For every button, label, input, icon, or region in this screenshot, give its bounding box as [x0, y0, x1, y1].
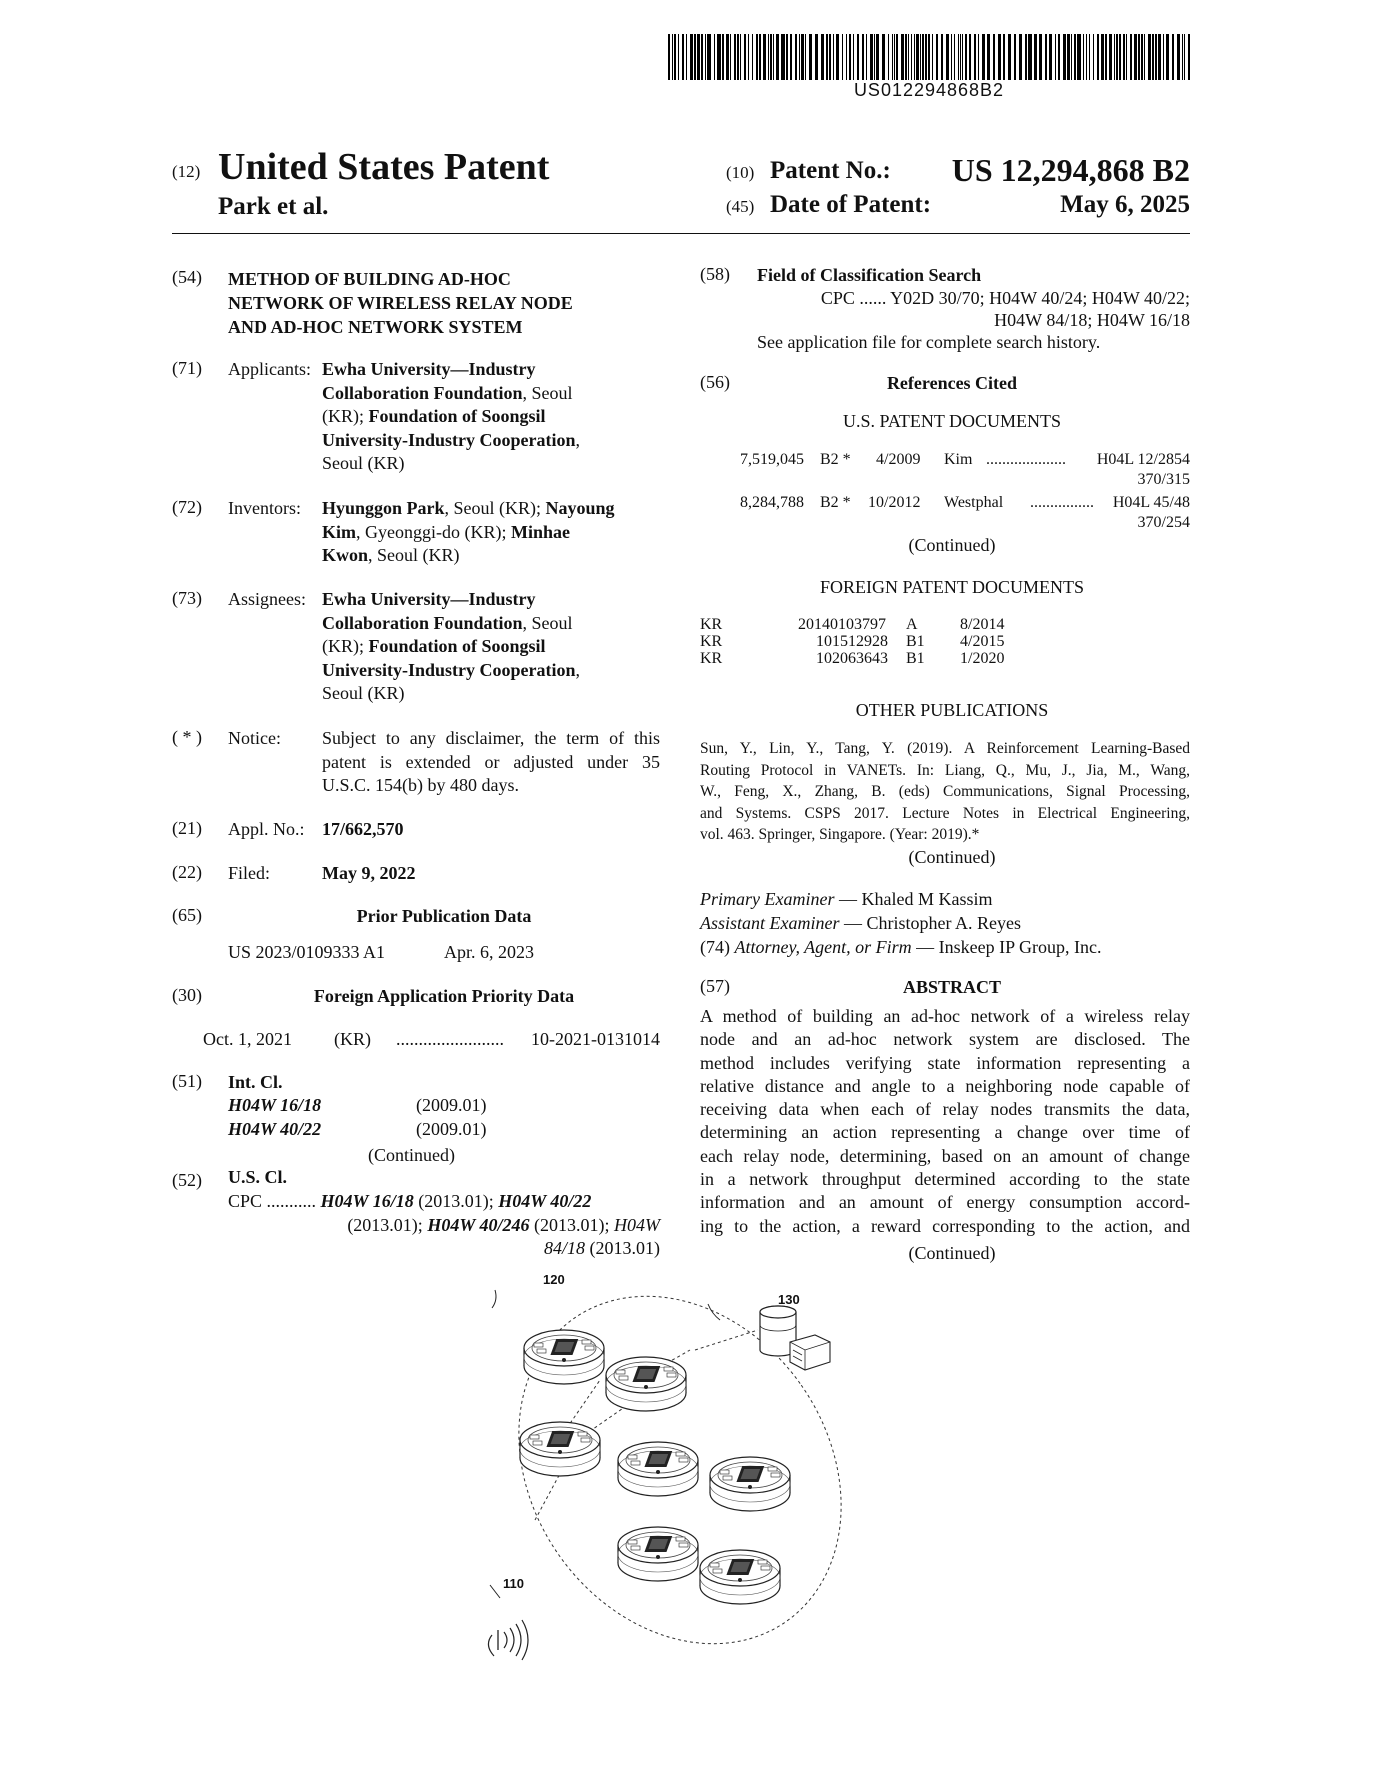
abstract-text: A method of building an ad-hoc network of a wireless relay node and an ad-hoc network system are disclosed. The method includes verifying state information representing a relative distance and angle to a neighboring node capable of receiving data when each of relay nodes transmits the data, determining an action representing a change over time of each relay node, determining, based on an amount of change in a network throughput determined according to the state information and an amount of energy consumption accord- ing to the action, a reward corresponding to the action, and	[700, 1006, 1190, 1236]
field-of-search-heading: Field of Classification Search	[757, 265, 982, 285]
notice-label: Notice:	[228, 728, 281, 748]
field-73-code: (73)	[172, 588, 202, 608]
references-cited-heading: References Cited	[886, 373, 1018, 393]
network-figure	[480, 1280, 900, 1680]
int-cl-version-1: (2009.01)	[416, 1095, 487, 1115]
abstract-code: (57)	[700, 976, 730, 996]
primary-examiner: Primary Examiner — Khaled M Kassim	[700, 889, 993, 909]
abstract-continued: (Continued)	[908, 1243, 996, 1263]
relay-node	[524, 1330, 604, 1384]
int-cl-continued: (Continued)	[368, 1145, 455, 1165]
priority-dots: ........................	[396, 1029, 504, 1049]
inventors-label: Inventors:	[228, 498, 301, 518]
assignees: Ewha University—Industry Collaboration Foundation, Seoul (KR); Foundation of Soongsil University-Industry Cooperation, Seoul (KR)	[322, 589, 581, 703]
field-52-code: (52)	[172, 1170, 202, 1190]
figure-label-130: 130	[778, 1292, 800, 1307]
field-21-code: (21)	[172, 818, 202, 838]
foreign-priority-heading: Foreign Application Priority Data	[313, 986, 575, 1006]
date-of-patent-label: Date of Patent:	[770, 191, 932, 218]
filed-label: Filed:	[228, 863, 271, 883]
applicants-label: Applicants:	[228, 359, 311, 379]
prior-publication-date: Apr. 6, 2023	[444, 942, 534, 962]
relay-node	[710, 1457, 790, 1511]
other-publications-continued: (Continued)	[908, 847, 996, 867]
field-54-code: (54)	[172, 267, 202, 287]
field-56-code: (56)	[700, 372, 730, 392]
figure-label-110: 110	[503, 1576, 524, 1591]
applicants: Ewha University—Industry Collaboration Foundation, Seoul (KR); Foundation of Soongsil University-Industry Cooperation, Seoul (KR)	[322, 359, 581, 473]
int-cl-version-2: (2009.01)	[416, 1119, 487, 1139]
us-cl-label: U.S. Cl.	[228, 1167, 288, 1187]
leader-line-120	[492, 1290, 496, 1308]
foreign-reference-3: KR 102063643 B1 1/2020	[700, 650, 1005, 667]
us-documents-heading: U.S. PATENT DOCUMENTS	[842, 411, 1062, 431]
us-cl-text: CPC ........... H04W 16/18 (2013.01); H04W 40/22 (2013.01); H04W 40/246 (2013.01); H04W 84/18 (2013.01)	[228, 1191, 660, 1258]
relay-node	[618, 1527, 698, 1581]
foreign-reference-1: KR 20140103797 A 8/2014	[700, 616, 1005, 633]
field-of-search-cpc-2: H04W 84/18; H04W 16/18	[994, 310, 1190, 330]
server-icon	[760, 1306, 830, 1370]
prior-publication-number: US 2023/0109333 A1	[228, 942, 386, 962]
field-of-search-note: See application file for complete search history.	[757, 332, 1101, 352]
link-line	[695, 1330, 758, 1350]
field-72-code: (72)	[172, 497, 202, 517]
abstract-heading: ABSTRACT	[902, 977, 1002, 997]
notice-code: ( * )	[172, 727, 202, 747]
int-cl-label: Int. Cl.	[228, 1072, 283, 1092]
relay-node	[700, 1550, 780, 1604]
field-51-code: (51)	[172, 1071, 202, 1091]
other-publication-1: Sun, Y., Lin, Y., Tang, Y. (2019). A Reinforcement Learning-Based Routing Protocol in VANETs. In: Liang, Q., Mu, J., Jia, M., Wang, W., Feng, X., Zhang, B. (eds) Communications, Signal Processing, and Systems. CSPS 2017. Lecture Notes in Electrical Engineering, vol. 463. Springer, Singapore. (Year: 2019).*	[700, 740, 1190, 843]
field-65-code: (65)	[172, 905, 202, 925]
barcode-number: US012294868B2	[853, 80, 1005, 100]
patent-no-label: Patent No.:	[770, 157, 891, 184]
field-22-code: (22)	[172, 862, 202, 882]
int-cl-class-2: H04W 40/22	[228, 1119, 322, 1139]
relay-node	[606, 1357, 686, 1411]
assignees-label: Assignees:	[228, 589, 306, 609]
kind-code-12: (12)	[172, 162, 201, 181]
foreign-reference-list	[700, 616, 1030, 667]
filed-date: May 9, 2022	[322, 863, 416, 883]
kind-code-10: (10)	[726, 163, 755, 182]
relay-node	[520, 1422, 600, 1476]
field-71-code: (71)	[172, 358, 202, 378]
int-cl-class-1: H04W 16/18	[228, 1095, 322, 1115]
patent-number: US 12,294,868 B2	[951, 152, 1190, 188]
invention-title: METHOD OF BUILDING AD-HOC NETWORK OF WIRELESS RELAY NODE AND AD-HOC NETWORK SYSTEM	[228, 269, 573, 337]
assistant-examiner: Assistant Examiner — Christopher A. Reyes	[700, 913, 1021, 933]
appl-no: 17/662,570	[322, 819, 404, 839]
prior-publication-heading: Prior Publication Data	[356, 906, 532, 926]
figure-label-120: 120	[543, 1272, 565, 1287]
priority-number: 10-2021-0131014	[531, 1029, 660, 1049]
field-58-code: (58)	[700, 264, 730, 284]
foreign-reference-2: KR 101512928 B1 4/2015	[700, 633, 1005, 650]
attorney: (74) Attorney, Agent, or Firm — Inskeep IP Group, Inc.	[700, 937, 1102, 957]
priority-date: Oct. 1, 2021	[203, 1029, 292, 1049]
other-publications-heading: OTHER PUBLICATIONS	[855, 700, 1049, 720]
kind-code-45: (45)	[726, 197, 755, 216]
field-of-search-cpc-1: CPC ...... Y02D 30/70; H04W 40/24; H04W 40/22;	[820, 288, 1190, 308]
inventors: Hyunggon Park, Seoul (KR); Nayoung Kim, Gyeonggi-do (KR); Minhae Kwon, Seoul (KR)	[322, 498, 615, 565]
priority-country: (KR)	[334, 1029, 371, 1049]
notice-text: Subject to any disclaimer, the term of this patent is extended or adjusted under 35 U.S.C. 154(b) by 480 days.	[322, 728, 660, 795]
appl-no-label: Appl. No.:	[228, 819, 305, 839]
authors: Park et al.	[218, 193, 329, 220]
leader-line-130	[708, 1304, 720, 1320]
date-of-patent: May 6, 2025	[1060, 191, 1190, 218]
wireless-source-icon	[488, 1585, 528, 1660]
field-30-code: (30)	[172, 985, 202, 1005]
relay-node	[618, 1442, 698, 1496]
barcode	[668, 34, 1190, 80]
us-documents-continued: (Continued)	[908, 535, 996, 555]
header-divider	[172, 233, 1190, 234]
document-title: United States Patent	[218, 146, 550, 188]
foreign-documents-heading: FOREIGN PATENT DOCUMENTS	[819, 577, 1085, 597]
